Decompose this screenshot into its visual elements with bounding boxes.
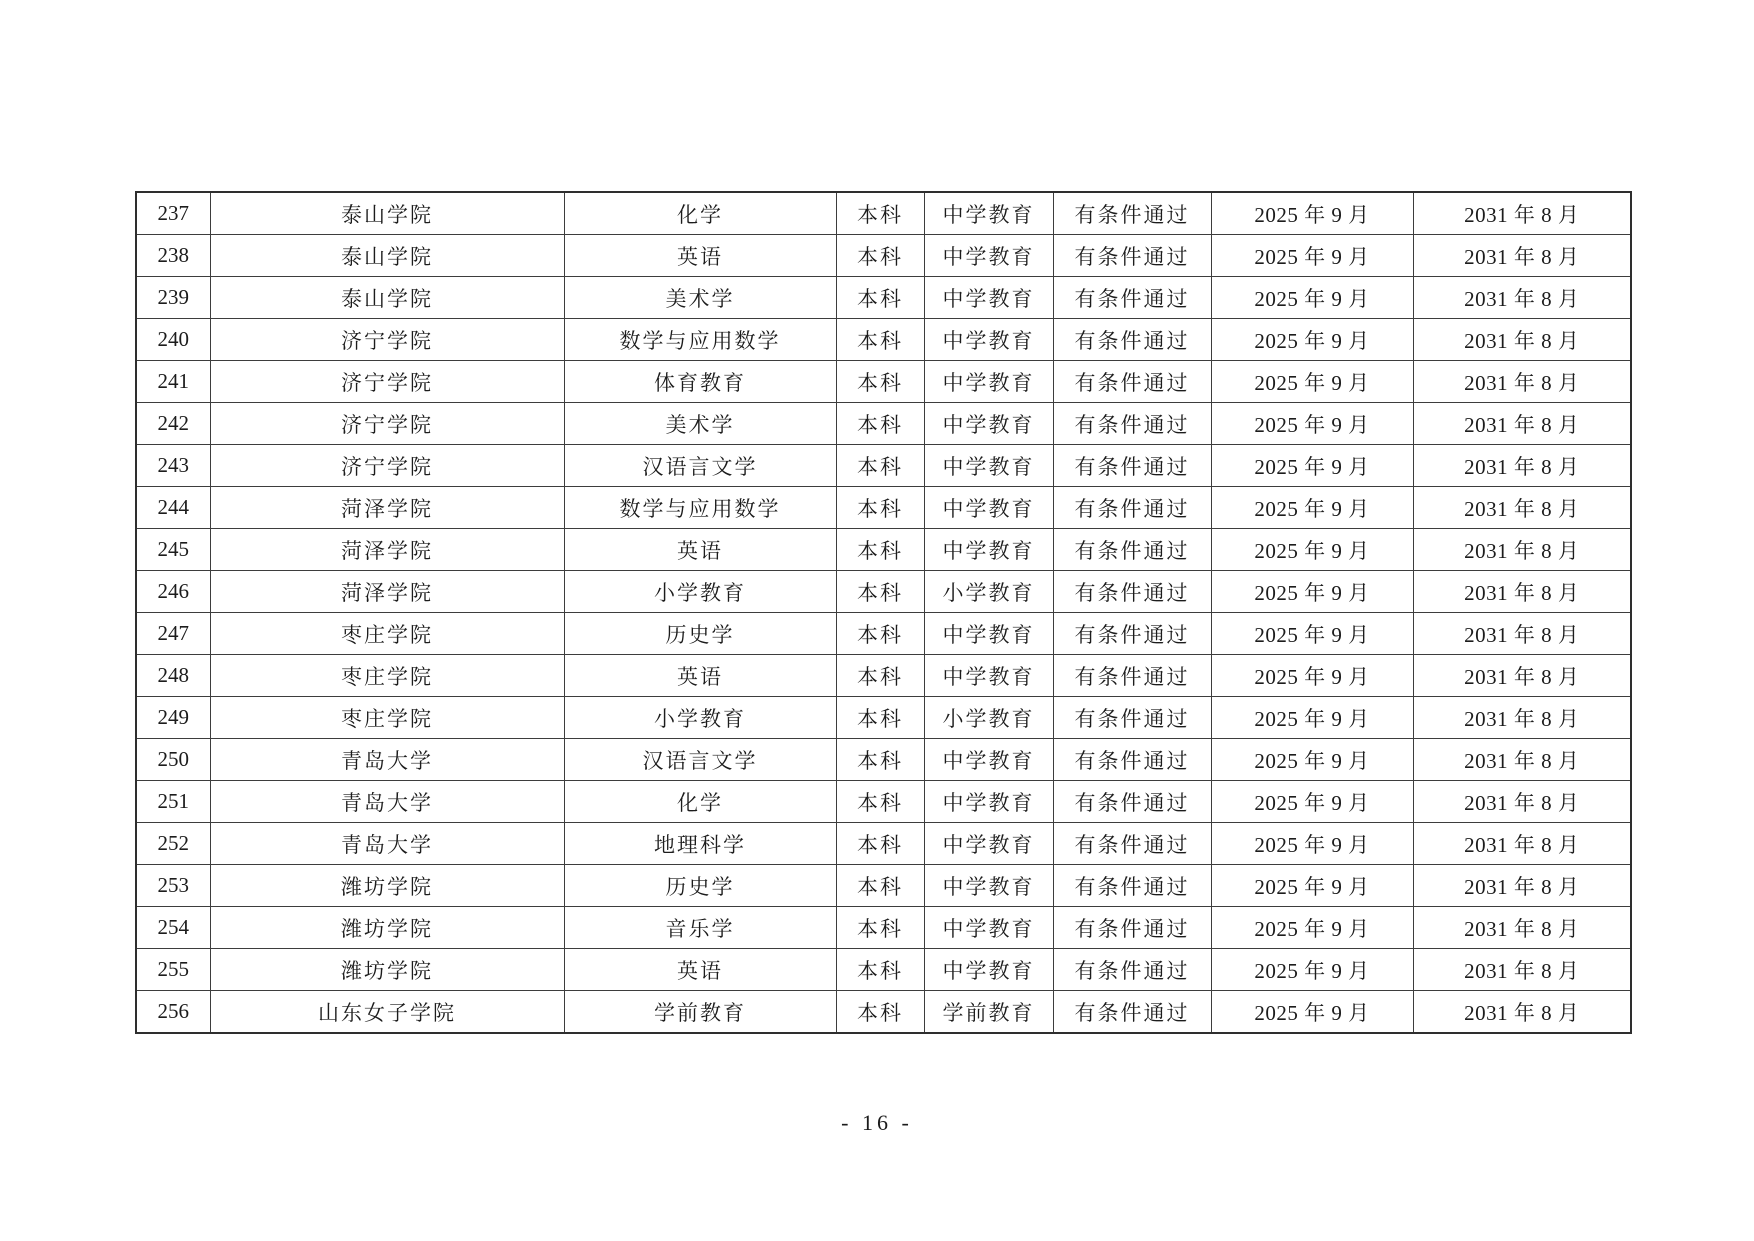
- cell-valid-from: 2025 年 9 月: [1211, 991, 1413, 1034]
- cell-valid-from: 2025 年 9 月: [1211, 655, 1413, 697]
- cell-institution: 青岛大学: [210, 739, 564, 781]
- table-row: [136, 949, 1631, 991]
- cell-accreditation-result: 有条件通过: [1053, 192, 1211, 235]
- cell-education-category: 中学教育: [924, 655, 1053, 697]
- cell-institution: 泰山学院: [210, 277, 564, 319]
- cell-row-number: 237: [136, 192, 210, 235]
- cell-accreditation-result: 有条件通过: [1053, 571, 1211, 613]
- cell-row-number: 244: [136, 487, 210, 529]
- cell-major: 美术学: [564, 277, 836, 319]
- cell-institution: 泰山学院: [210, 192, 564, 235]
- cell-valid-from: 2025 年 9 月: [1211, 403, 1413, 445]
- cell-valid-from: 2025 年 9 月: [1211, 277, 1413, 319]
- table-row: [136, 192, 1631, 235]
- table-row: [136, 823, 1631, 865]
- cell-valid-from: 2025 年 9 月: [1211, 823, 1413, 865]
- cell-degree-level: 本科: [836, 655, 924, 697]
- cell-row-number: 255: [136, 949, 210, 991]
- cell-valid-until: 2031 年 8 月: [1413, 613, 1631, 655]
- cell-valid-until: 2031 年 8 月: [1413, 487, 1631, 529]
- cell-row-number: 243: [136, 445, 210, 487]
- cell-major: 数学与应用数学: [564, 319, 836, 361]
- cell-valid-until: 2031 年 8 月: [1413, 361, 1631, 403]
- cell-degree-level: 本科: [836, 361, 924, 403]
- cell-valid-from: 2025 年 9 月: [1211, 613, 1413, 655]
- cell-valid-from: 2025 年 9 月: [1211, 739, 1413, 781]
- cell-education-category: 中学教育: [924, 361, 1053, 403]
- cell-accreditation-result: 有条件通过: [1053, 403, 1211, 445]
- cell-accreditation-result: 有条件通过: [1053, 613, 1211, 655]
- cell-education-category: 中学教育: [924, 403, 1053, 445]
- table-row: [136, 613, 1631, 655]
- cell-valid-from: 2025 年 9 月: [1211, 361, 1413, 403]
- cell-institution: 枣庄学院: [210, 697, 564, 739]
- cell-valid-until: 2031 年 8 月: [1413, 865, 1631, 907]
- cell-education-category: 中学教育: [924, 865, 1053, 907]
- cell-accreditation-result: 有条件通过: [1053, 655, 1211, 697]
- cell-institution: 菏泽学院: [210, 487, 564, 529]
- cell-institution: 菏泽学院: [210, 529, 564, 571]
- cell-major: 地理科学: [564, 823, 836, 865]
- cell-row-number: 256: [136, 991, 210, 1034]
- table-body: [136, 192, 1631, 1033]
- cell-degree-level: 本科: [836, 613, 924, 655]
- table-row: [136, 991, 1631, 1034]
- cell-valid-until: 2031 年 8 月: [1413, 991, 1631, 1034]
- cell-institution: 济宁学院: [210, 445, 564, 487]
- cell-valid-until: 2031 年 8 月: [1413, 235, 1631, 277]
- cell-education-category: 中学教育: [924, 907, 1053, 949]
- cell-row-number: 242: [136, 403, 210, 445]
- accreditation-table: [135, 191, 1632, 1034]
- cell-valid-from: 2025 年 9 月: [1211, 235, 1413, 277]
- cell-valid-until: 2031 年 8 月: [1413, 907, 1631, 949]
- cell-valid-from: 2025 年 9 月: [1211, 907, 1413, 949]
- cell-institution: 潍坊学院: [210, 865, 564, 907]
- cell-valid-from: 2025 年 9 月: [1211, 865, 1413, 907]
- cell-valid-from: 2025 年 9 月: [1211, 445, 1413, 487]
- cell-institution: 枣庄学院: [210, 655, 564, 697]
- cell-institution: 山东女子学院: [210, 991, 564, 1034]
- cell-valid-from: 2025 年 9 月: [1211, 697, 1413, 739]
- cell-valid-from: 2025 年 9 月: [1211, 487, 1413, 529]
- cell-accreditation-result: 有条件通过: [1053, 697, 1211, 739]
- cell-major: 历史学: [564, 613, 836, 655]
- cell-valid-until: 2031 年 8 月: [1413, 319, 1631, 361]
- cell-education-category: 中学教育: [924, 487, 1053, 529]
- cell-valid-until: 2031 年 8 月: [1413, 781, 1631, 823]
- cell-education-category: 中学教育: [924, 823, 1053, 865]
- cell-degree-level: 本科: [836, 781, 924, 823]
- cell-education-category: 中学教育: [924, 235, 1053, 277]
- cell-education-category: 中学教育: [924, 445, 1053, 487]
- cell-degree-level: 本科: [836, 277, 924, 319]
- cell-major: 化学: [564, 192, 836, 235]
- cell-degree-level: 本科: [836, 445, 924, 487]
- cell-degree-level: 本科: [836, 403, 924, 445]
- cell-valid-from: 2025 年 9 月: [1211, 781, 1413, 823]
- cell-major: 历史学: [564, 865, 836, 907]
- table-row: [136, 697, 1631, 739]
- cell-education-category: 中学教育: [924, 277, 1053, 319]
- cell-row-number: 238: [136, 235, 210, 277]
- cell-education-category: 中学教育: [924, 613, 1053, 655]
- cell-valid-until: 2031 年 8 月: [1413, 697, 1631, 739]
- cell-valid-until: 2031 年 8 月: [1413, 445, 1631, 487]
- cell-accreditation-result: 有条件通过: [1053, 949, 1211, 991]
- cell-row-number: 248: [136, 655, 210, 697]
- table-row: [136, 529, 1631, 571]
- cell-accreditation-result: 有条件通过: [1053, 529, 1211, 571]
- cell-major: 英语: [564, 529, 836, 571]
- cell-institution: 济宁学院: [210, 403, 564, 445]
- cell-degree-level: 本科: [836, 697, 924, 739]
- cell-major: 英语: [564, 655, 836, 697]
- cell-accreditation-result: 有条件通过: [1053, 781, 1211, 823]
- cell-institution: 菏泽学院: [210, 571, 564, 613]
- table-row: [136, 403, 1631, 445]
- cell-valid-until: 2031 年 8 月: [1413, 823, 1631, 865]
- cell-institution: 济宁学院: [210, 361, 564, 403]
- cell-degree-level: 本科: [836, 991, 924, 1034]
- cell-major: 英语: [564, 235, 836, 277]
- cell-degree-level: 本科: [836, 865, 924, 907]
- cell-education-category: 小学教育: [924, 697, 1053, 739]
- cell-row-number: 245: [136, 529, 210, 571]
- cell-education-category: 小学教育: [924, 571, 1053, 613]
- cell-valid-from: 2025 年 9 月: [1211, 571, 1413, 613]
- table-row: [136, 655, 1631, 697]
- cell-row-number: 250: [136, 739, 210, 781]
- cell-degree-level: 本科: [836, 487, 924, 529]
- cell-education-category: 中学教育: [924, 781, 1053, 823]
- table-row: [136, 781, 1631, 823]
- cell-accreditation-result: 有条件通过: [1053, 991, 1211, 1034]
- cell-row-number: 251: [136, 781, 210, 823]
- cell-institution: 青岛大学: [210, 823, 564, 865]
- cell-accreditation-result: 有条件通过: [1053, 361, 1211, 403]
- cell-accreditation-result: 有条件通过: [1053, 907, 1211, 949]
- cell-major: 数学与应用数学: [564, 487, 836, 529]
- cell-row-number: 252: [136, 823, 210, 865]
- cell-major: 美术学: [564, 403, 836, 445]
- cell-valid-from: 2025 年 9 月: [1211, 949, 1413, 991]
- cell-row-number: 249: [136, 697, 210, 739]
- cell-row-number: 247: [136, 613, 210, 655]
- cell-degree-level: 本科: [836, 319, 924, 361]
- cell-accreditation-result: 有条件通过: [1053, 823, 1211, 865]
- cell-accreditation-result: 有条件通过: [1053, 445, 1211, 487]
- table-row: [136, 571, 1631, 613]
- cell-accreditation-result: 有条件通过: [1053, 865, 1211, 907]
- cell-education-category: 中学教育: [924, 192, 1053, 235]
- cell-degree-level: 本科: [836, 949, 924, 991]
- cell-degree-level: 本科: [836, 823, 924, 865]
- table-row: [136, 445, 1631, 487]
- cell-major: 小学教育: [564, 697, 836, 739]
- cell-major: 小学教育: [564, 571, 836, 613]
- table-row: [136, 277, 1631, 319]
- cell-valid-until: 2031 年 8 月: [1413, 655, 1631, 697]
- cell-education-category: 中学教育: [924, 319, 1053, 361]
- cell-degree-level: 本科: [836, 571, 924, 613]
- cell-major: 化学: [564, 781, 836, 823]
- cell-degree-level: 本科: [836, 192, 924, 235]
- cell-row-number: 254: [136, 907, 210, 949]
- page-number: - 16 -: [841, 1110, 913, 1135]
- cell-degree-level: 本科: [836, 739, 924, 781]
- cell-degree-level: 本科: [836, 235, 924, 277]
- cell-institution: 枣庄学院: [210, 613, 564, 655]
- cell-institution: 青岛大学: [210, 781, 564, 823]
- table-row: [136, 235, 1631, 277]
- cell-degree-level: 本科: [836, 529, 924, 571]
- cell-accreditation-result: 有条件通过: [1053, 277, 1211, 319]
- cell-institution: 济宁学院: [210, 319, 564, 361]
- cell-valid-until: 2031 年 8 月: [1413, 949, 1631, 991]
- cell-education-category: 中学教育: [924, 949, 1053, 991]
- cell-valid-until: 2031 年 8 月: [1413, 192, 1631, 235]
- cell-accreditation-result: 有条件通过: [1053, 739, 1211, 781]
- cell-valid-from: 2025 年 9 月: [1211, 192, 1413, 235]
- table-row: [136, 319, 1631, 361]
- cell-accreditation-result: 有条件通过: [1053, 319, 1211, 361]
- table-row: [136, 865, 1631, 907]
- cell-major: 英语: [564, 949, 836, 991]
- cell-valid-until: 2031 年 8 月: [1413, 277, 1631, 319]
- cell-accreditation-result: 有条件通过: [1053, 235, 1211, 277]
- cell-education-category: 中学教育: [924, 739, 1053, 781]
- cell-education-category: 学前教育: [924, 991, 1053, 1034]
- cell-major: 汉语言文学: [564, 739, 836, 781]
- cell-education-category: 中学教育: [924, 529, 1053, 571]
- cell-major: 学前教育: [564, 991, 836, 1034]
- cell-major: 汉语言文学: [564, 445, 836, 487]
- cell-valid-until: 2031 年 8 月: [1413, 739, 1631, 781]
- table-row: [136, 487, 1631, 529]
- cell-institution: 潍坊学院: [210, 949, 564, 991]
- cell-valid-from: 2025 年 9 月: [1211, 319, 1413, 361]
- table-row: [136, 739, 1631, 781]
- cell-row-number: 246: [136, 571, 210, 613]
- cell-degree-level: 本科: [836, 907, 924, 949]
- table-row: [136, 361, 1631, 403]
- cell-major: 体育教育: [564, 361, 836, 403]
- table-row: [136, 907, 1631, 949]
- cell-row-number: 239: [136, 277, 210, 319]
- cell-valid-from: 2025 年 9 月: [1211, 529, 1413, 571]
- cell-row-number: 253: [136, 865, 210, 907]
- cell-accreditation-result: 有条件通过: [1053, 487, 1211, 529]
- cell-major: 音乐学: [564, 907, 836, 949]
- cell-row-number: 240: [136, 319, 210, 361]
- cell-row-number: 241: [136, 361, 210, 403]
- cell-valid-until: 2031 年 8 月: [1413, 529, 1631, 571]
- cell-valid-until: 2031 年 8 月: [1413, 571, 1631, 613]
- cell-institution: 潍坊学院: [210, 907, 564, 949]
- cell-valid-until: 2031 年 8 月: [1413, 403, 1631, 445]
- cell-institution: 泰山学院: [210, 235, 564, 277]
